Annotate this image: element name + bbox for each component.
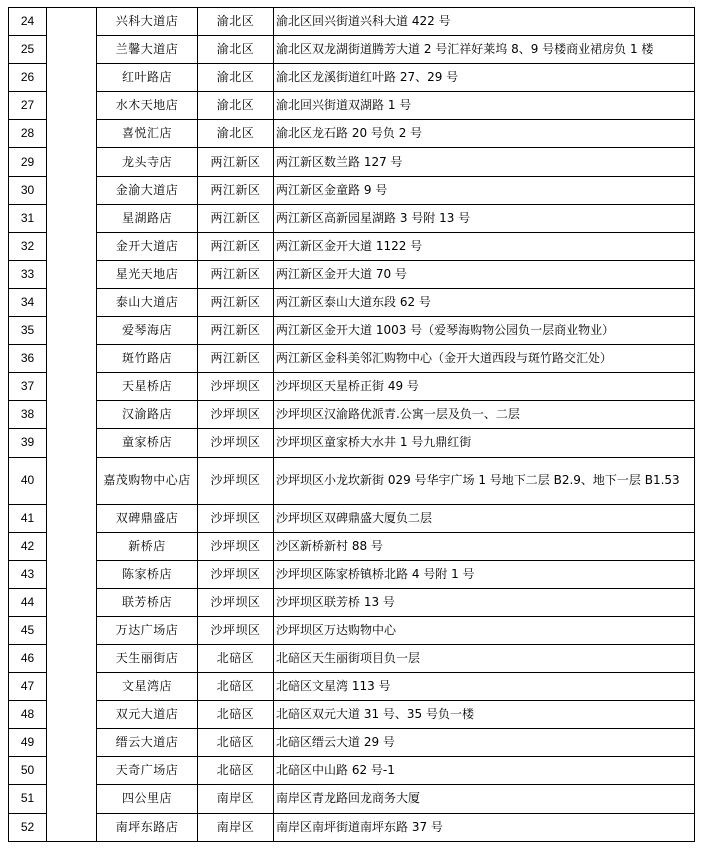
store-address: 渝北区龙石路 20 号负 2 号	[274, 120, 695, 148]
store-name: 金开大道店	[97, 232, 198, 260]
store-district: 渝北区	[198, 36, 274, 64]
table-row	[9, 701, 695, 729]
store-address: 南岸区南坪街道南坪东路 37 号	[274, 813, 695, 841]
row-number: 48	[9, 701, 47, 729]
row-number: 36	[9, 345, 47, 373]
store-name: 缙云大道店	[97, 729, 198, 757]
table-row	[9, 457, 695, 504]
table-row	[9, 317, 695, 345]
store-address: 渝北区龙溪街道红叶路 27、29 号	[274, 64, 695, 92]
row-number: 45	[9, 616, 47, 644]
store-name: 水木天地店	[97, 92, 198, 120]
table-row	[9, 148, 695, 176]
row-number: 51	[9, 785, 47, 813]
store-name: 星光天地店	[97, 260, 198, 288]
store-address: 渝北区回兴街道兴科大道 422 号	[274, 8, 695, 36]
table-row	[9, 36, 695, 64]
table-row	[9, 560, 695, 588]
store-name: 天星桥店	[97, 373, 198, 401]
table-row	[9, 504, 695, 532]
store-district: 沙坪坝区	[198, 560, 274, 588]
row-number: 44	[9, 588, 47, 616]
table-row	[9, 288, 695, 316]
store-district: 沙坪坝区	[198, 616, 274, 644]
row-number: 26	[9, 64, 47, 92]
store-address: 两江新区金开大道 1003 号（爱琴海购物公园负一层商业物业）	[274, 317, 695, 345]
store-district: 两江新区	[198, 204, 274, 232]
store-name: 双元大道店	[97, 701, 198, 729]
store-district: 沙坪坝区	[198, 457, 274, 504]
table-row	[9, 345, 695, 373]
store-name: 龙头寺店	[97, 148, 198, 176]
row-number: 28	[9, 120, 47, 148]
store-address: 两江新区金童路 9 号	[274, 176, 695, 204]
store-district: 沙坪坝区	[198, 588, 274, 616]
store-address: 两江新区金科美邻汇购物中心（金开大道西段与斑竹路交汇处）	[274, 345, 695, 373]
store-name: 联芳桥店	[97, 588, 198, 616]
store-district: 两江新区	[198, 260, 274, 288]
store-name: 斑竹路店	[97, 345, 198, 373]
store-district: 北碚区	[198, 757, 274, 785]
row-number: 34	[9, 288, 47, 316]
table-row	[9, 176, 695, 204]
row-number: 33	[9, 260, 47, 288]
store-district: 北碚区	[198, 729, 274, 757]
row-number: 29	[9, 148, 47, 176]
table-row	[9, 644, 695, 672]
table-row	[9, 232, 695, 260]
table-row	[9, 260, 695, 288]
row-number: 47	[9, 673, 47, 701]
table-row	[9, 8, 695, 36]
store-district: 两江新区	[198, 148, 274, 176]
store-district: 沙坪坝区	[198, 401, 274, 429]
store-name: 天生丽街店	[97, 644, 198, 672]
store-name: 喜悦汇店	[97, 120, 198, 148]
store-name: 陈家桥店	[97, 560, 198, 588]
store-address: 沙坪坝区陈家桥镇桥北路 4 号附 1 号	[274, 560, 695, 588]
store-district: 两江新区	[198, 288, 274, 316]
store-district: 两江新区	[198, 317, 274, 345]
table-row	[9, 757, 695, 785]
store-address: 北碚区文星湾 113 号	[274, 673, 695, 701]
store-district: 沙坪坝区	[198, 532, 274, 560]
store-address: 两江新区金开大道 1122 号	[274, 232, 695, 260]
row-number: 24	[9, 8, 47, 36]
store-address: 南岸区青龙路回龙商务大厦	[274, 785, 695, 813]
store-district: 北碚区	[198, 644, 274, 672]
store-address: 沙坪坝区天星桥正街 49 号	[274, 373, 695, 401]
store-table	[8, 7, 695, 842]
store-address: 沙坪坝区汉渝路优派青.公寓一层及负一、二层	[274, 401, 695, 429]
store-address: 北碚区双元大道 31 号、35 号负一楼	[274, 701, 695, 729]
store-address: 两江新区数兰路 127 号	[274, 148, 695, 176]
store-district: 沙坪坝区	[198, 429, 274, 457]
store-district: 两江新区	[198, 176, 274, 204]
table-row	[9, 373, 695, 401]
store-name: 金渝大道店	[97, 176, 198, 204]
store-address: 沙坪坝区联芳桥 13 号	[274, 588, 695, 616]
row-number: 31	[9, 204, 47, 232]
store-district: 北碚区	[198, 701, 274, 729]
row-number: 41	[9, 504, 47, 532]
store-address: 北碚区中山路 62 号-1	[274, 757, 695, 785]
store-district: 渝北区	[198, 64, 274, 92]
store-district: 北碚区	[198, 673, 274, 701]
row-number: 50	[9, 757, 47, 785]
table-row	[9, 785, 695, 813]
store-name: 汉渝路店	[97, 401, 198, 429]
store-name: 万达广场店	[97, 616, 198, 644]
row-number: 35	[9, 317, 47, 345]
table-row	[9, 673, 695, 701]
store-district: 渝北区	[198, 92, 274, 120]
row-number: 52	[9, 813, 47, 841]
row-number: 42	[9, 532, 47, 560]
table-row	[9, 813, 695, 841]
store-name: 文星湾店	[97, 673, 198, 701]
store-district: 两江新区	[198, 345, 274, 373]
store-name: 兰馨大道店	[97, 36, 198, 64]
row-number: 30	[9, 176, 47, 204]
table-row	[9, 532, 695, 560]
store-address: 沙区新桥新村 88 号	[274, 532, 695, 560]
store-district: 南岸区	[198, 785, 274, 813]
table-row	[9, 120, 695, 148]
store-district: 沙坪坝区	[198, 373, 274, 401]
store-name: 嘉茂购物中心店	[97, 457, 198, 504]
row-number: 49	[9, 729, 47, 757]
store-name: 双碑鼎盛店	[97, 504, 198, 532]
store-address: 渝北区双龙湖街道腾芳大道 2 号汇祥好莱坞 8、9 号楼商业裙房负 1 楼	[274, 36, 695, 64]
store-address: 北碚区天生丽街项目负一层	[274, 644, 695, 672]
store-address: 沙坪坝区万达购物中心	[274, 616, 695, 644]
store-address: 沙坪坝区小龙坎新街 029 号华宇广场 1 号地下二层 B2.9、地下一层 B1.53	[274, 457, 695, 504]
table-row	[9, 729, 695, 757]
store-address: 两江新区泰山大道东段 62 号	[274, 288, 695, 316]
merged-region-cell	[47, 8, 97, 842]
store-address: 两江新区金开大道 70 号	[274, 260, 695, 288]
row-number: 38	[9, 401, 47, 429]
table-row	[9, 616, 695, 644]
row-number: 39	[9, 429, 47, 457]
store-name: 天奇广场店	[97, 757, 198, 785]
store-district: 渝北区	[198, 8, 274, 36]
row-number: 27	[9, 92, 47, 120]
store-table-body	[9, 8, 695, 842]
store-address: 渝北回兴街道双湖路 1 号	[274, 92, 695, 120]
store-name: 泰山大道店	[97, 288, 198, 316]
store-name: 红叶路店	[97, 64, 198, 92]
store-name: 星湖路店	[97, 204, 198, 232]
store-address: 北碚区缙云大道 29 号	[274, 729, 695, 757]
table-row	[9, 204, 695, 232]
table-row	[9, 429, 695, 457]
row-number: 46	[9, 644, 47, 672]
table-row	[9, 588, 695, 616]
store-name: 童家桥店	[97, 429, 198, 457]
row-number: 25	[9, 36, 47, 64]
store-name: 南坪东路店	[97, 813, 198, 841]
row-number: 40	[9, 457, 47, 504]
store-name: 爱琴海店	[97, 317, 198, 345]
table-row	[9, 64, 695, 92]
store-district: 两江新区	[198, 232, 274, 260]
store-district: 沙坪坝区	[198, 504, 274, 532]
store-name: 四公里店	[97, 785, 198, 813]
store-name: 新桥店	[97, 532, 198, 560]
table-row	[9, 401, 695, 429]
row-number: 32	[9, 232, 47, 260]
store-district: 渝北区	[198, 120, 274, 148]
store-address: 沙坪坝区双碑鼎盛大厦负二层	[274, 504, 695, 532]
table-row	[9, 92, 695, 120]
row-number: 37	[9, 373, 47, 401]
store-address: 沙坪坝区童家桥大水井 1 号九鼎红街	[274, 429, 695, 457]
store-name: 兴科大道店	[97, 8, 198, 36]
store-district: 南岸区	[198, 813, 274, 841]
store-address: 两江新区高新园星湖路 3 号附 13 号	[274, 204, 695, 232]
row-number: 43	[9, 560, 47, 588]
